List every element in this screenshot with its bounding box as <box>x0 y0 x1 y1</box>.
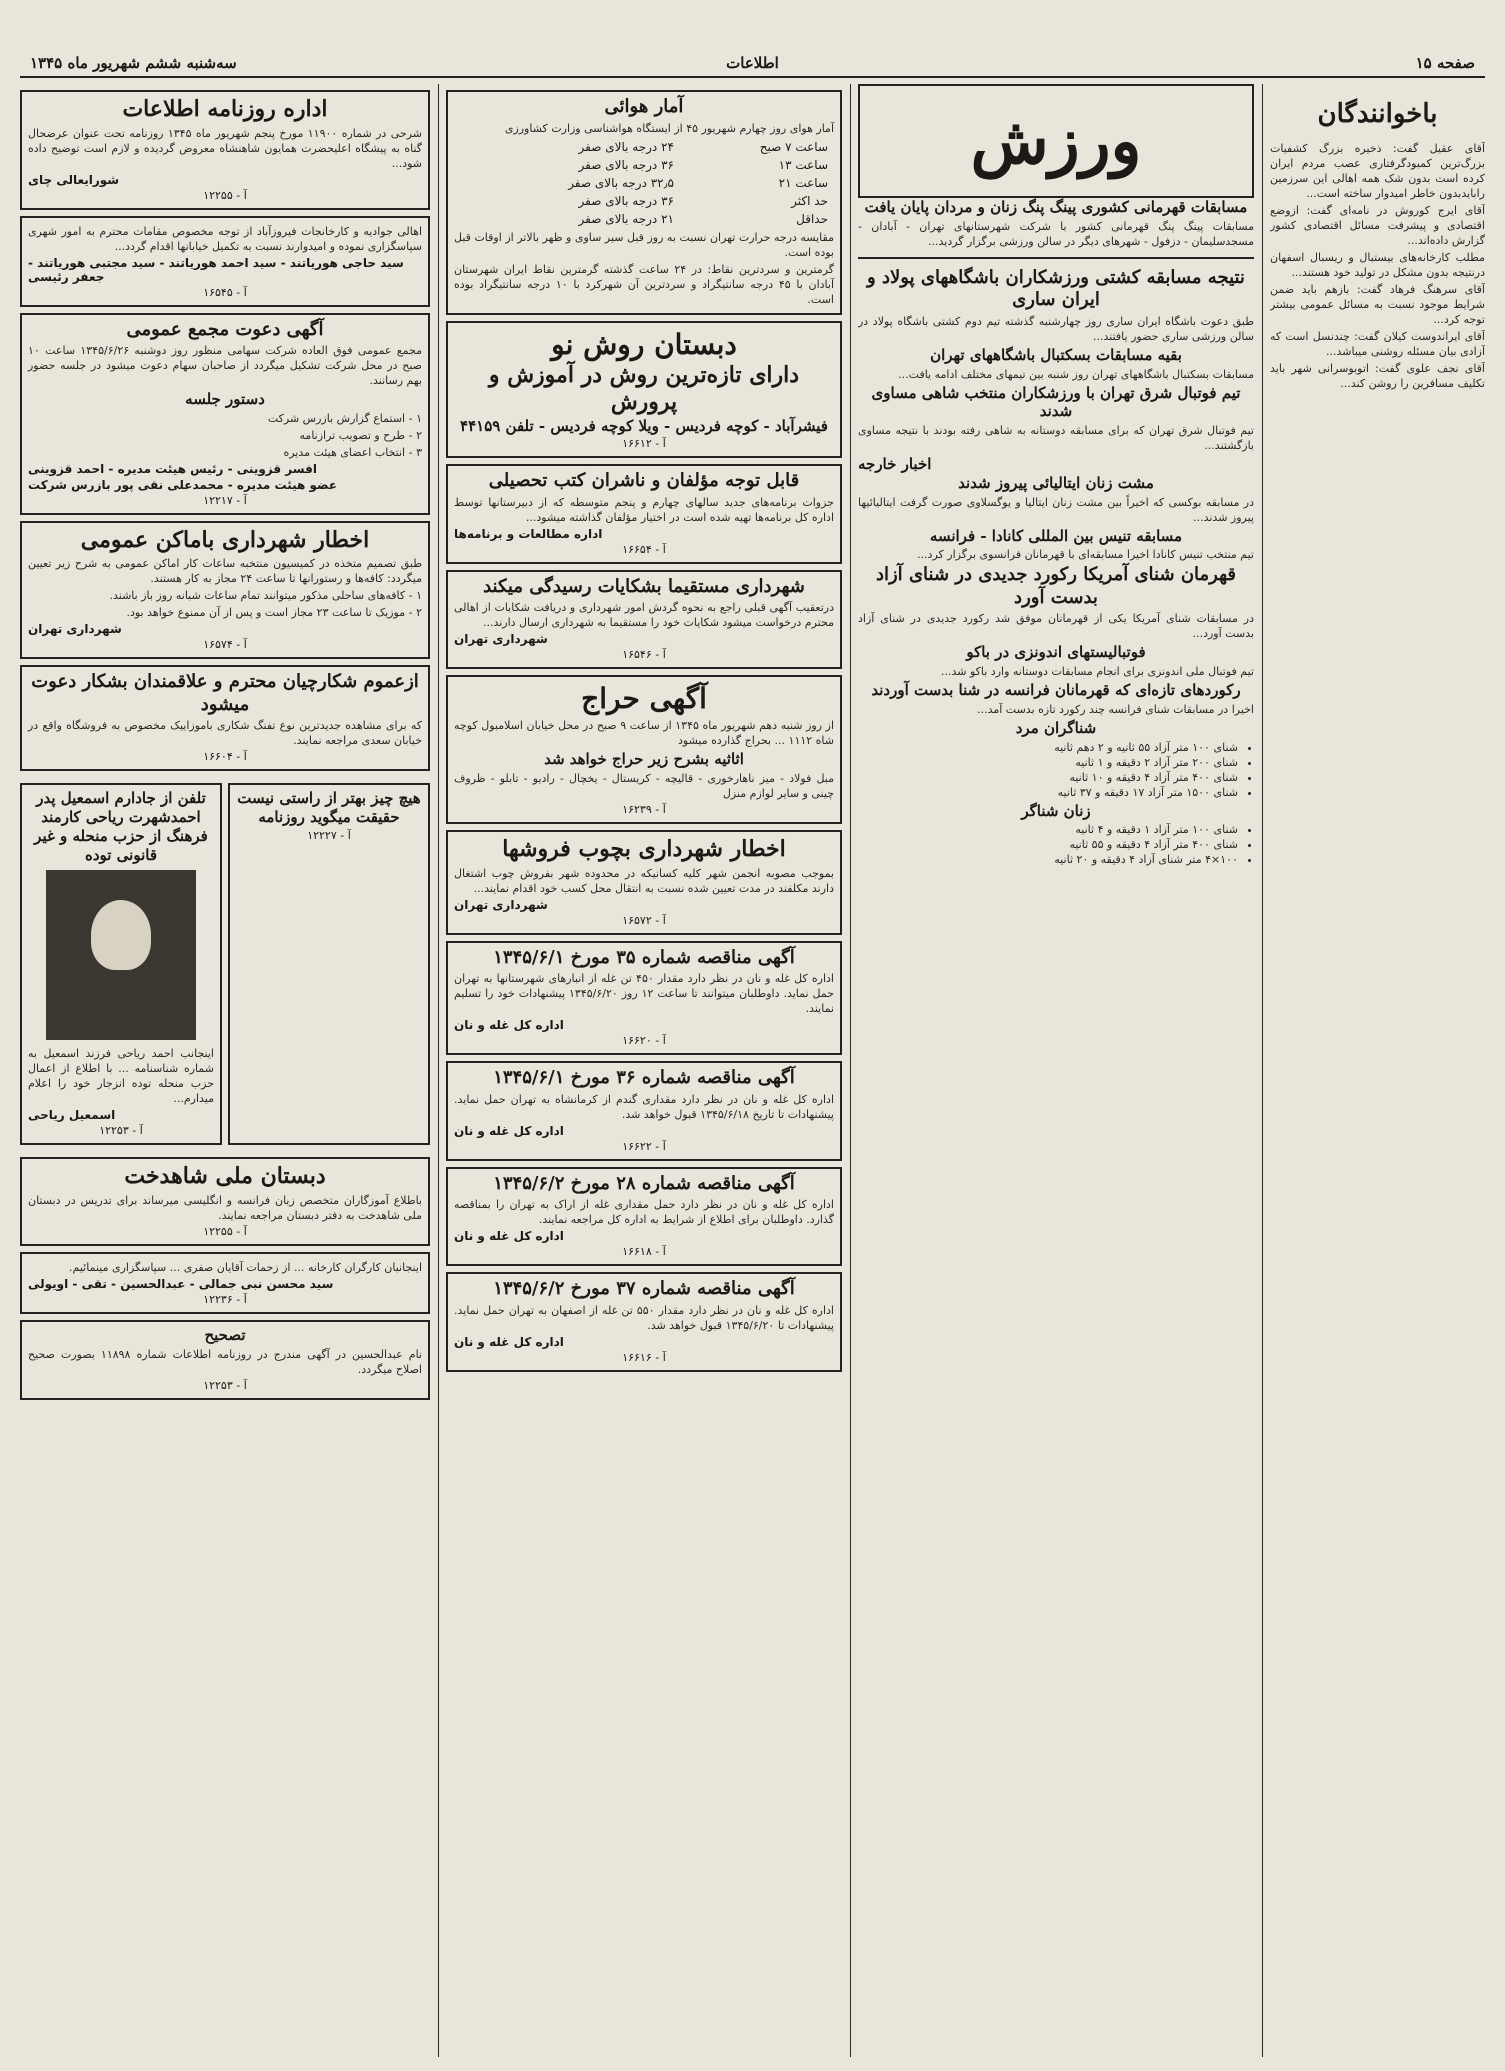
weather-note: گرمترین و سردترین نقاط: در ۲۴ ساعت گذشته گرمترین نقاط ایران شهرستان آبادان با ۴۵ درجه سانتیگراد و سردترین آن شهرکرد با ۱۰ درجه سانتیگراد بوده است. <box>454 262 834 306</box>
tender-ad <box>446 1272 842 1372</box>
list-item: ۳ - انتخاب اعضای هیئت مدیره <box>283 445 422 459</box>
ad-title: ازعموم شکارچیان محترم و علاقمندان بشکار دعوت میشود <box>31 671 419 715</box>
letters-column <box>1270 84 1485 2057</box>
list-item: ۱ - کافه‌های ساحلی مذکور میتوانند تمام ساعات شبانه روز باز باشند. <box>109 589 422 603</box>
list-item: • شنای ۲۰۰ متر آزاد ۲ دقیقه و ۱ ثانیه <box>858 755 1238 770</box>
article-body: مسابقات بسکتبال باشگاههای تهران روز شنبه بین تیمهای مختلف ادامه یافت... <box>898 367 1254 381</box>
ad-title: آگهی دعوت مجمع عمومی <box>126 318 324 340</box>
weather-table <box>454 138 834 228</box>
article-body: مسابقات پینگ پنگ قهرمانی کشور با شرکت شهرستانهای تهران - آبادان - مسجدسلیمان - دزفول - شهرهای دیگر در سالن ورزشی برگزار گردید... <box>858 219 1254 248</box>
records-heading: زنان شناگر <box>1021 801 1091 820</box>
correction-ad <box>20 1320 430 1400</box>
ad-ref: آ - ۱۲۲۵۵ <box>203 1224 247 1238</box>
ad-ref: آ - ۱۶۶۱۲ <box>622 437 666 451</box>
article-headline: نتیجه مسابقه کشتی ورزشکاران باشگاههای پولاد و ایران ساری <box>867 266 1245 311</box>
list-item: • شنای ۱۵۰۰ متر آزاد ۱۷ دقیقه و ۳۷ ثانیه <box>858 785 1238 800</box>
weather-title: آمار هوائی <box>604 96 684 117</box>
ad-body: اینجانب احمد ریاحی فرزند اسمعیل به شماره شناسنامه ... با اطلاع از اعمال حزب منحله توده انزجار خود را اعلام میدارم... <box>28 1047 214 1106</box>
ad-title: شهرداری مستقیما بشکایات رسیدگی میکند <box>483 575 805 597</box>
auction-ad <box>446 675 842 824</box>
records-heading: شناگران مرد <box>1015 718 1097 737</box>
list-item: • شنای ۱۰۰ متر آزاد ۵۵ ثانیه و ۲ دهم ثانیه <box>858 740 1238 755</box>
ads-column <box>20 84 430 2057</box>
ad-body: مبل فولاد - میز ناهارخوری - قالیچه - کریستال - یخچال - رادیو - تابلو - ظروف چینی و سایر لوازم منزل <box>454 772 834 800</box>
article-body: طبق دعوت باشگاه ایران ساری روز چهارشنبه گذشته تیم دوم کشتی باشگاه پولاد در سالن ورزشی ساری حضور یافتند... <box>858 314 1254 343</box>
ad-ref: آ - ۱۲۲۵۵ <box>203 188 247 202</box>
list-item: ۲ - طرح و تصویب ترازنامه <box>299 428 422 442</box>
ad-body: اینجانبان کارگران کارخانه ... از زحمات آقایان صفری ... سپاسگزاری مینمائیم. <box>69 1260 422 1274</box>
article-headline: فوتبالیستهای اندونزی در باکو <box>966 643 1146 662</box>
table-row: ساعت ۱۳ ۳۶ درجه بالای صفر <box>578 157 828 172</box>
ad-subtitle: اثاثیه بشرح زیر حراج خواهد شد <box>544 750 744 769</box>
issue-date: سه‌شنبه ششم شهریور ماه ۱۳۴۵ <box>30 54 237 72</box>
ad-ref: آ - ۱۲۲۲۷ <box>307 828 351 842</box>
article-body: تیم فوتبال ملی اندونزی برای انجام مسابقات دوستانه وارد باکو شد... <box>941 665 1254 678</box>
ad-body: اداره کل غله و نان در نظر دارد مقدار ۵۵۰ تن غله از اصفهان به تهران حمل نماید. پیشنهادات تا ۱۳۴۵/۶/۲۰ قبول خواهد شد. <box>454 1303 834 1332</box>
city-notice <box>446 570 842 670</box>
letters-title: باخوانندگان <box>1317 99 1438 129</box>
ad-ref: آ - ۱۶۶۱۶ <box>622 1350 666 1364</box>
ad-title: تلفن از جادارم اسمعیل پدر احمدشهرت ریاحی کارمند فرهنگ از حزب منحله و غیر قانونی توده <box>34 789 208 864</box>
public-places-notice <box>20 521 430 660</box>
ad-signature: اداره کل غله و نان <box>454 1229 564 1243</box>
letter-paragraph: آقای ایرج کوروش در نامه‌ای گفت: ازوضع اقتصادی و پیشرفت مسائل اقتصادی کشور گزارش داده‌اند... <box>1270 203 1485 247</box>
ad-title: اداره روزنامه اطلاعات <box>122 96 328 122</box>
ad-body: بموجب مصوبه انجمن شهر کلیه کسانیکه در محدوده شهر بفروش چوب اشتغال دارند مکلفند در مدت تعیین شده نسبت به انتقال محل کسب خود اقدام نمایند... <box>454 866 834 895</box>
ad-ref: آ - ۱۶۵۴۵ <box>203 285 247 299</box>
page-number: صفحه ۱۵ <box>1415 54 1475 72</box>
school-ad <box>446 321 842 459</box>
ad-body: از روز شنبه دهم شهریور ماه ۱۳۴۵ از ساعت ۹ صبح در محل خیابان اسلامبول کوچه شاه ۱۱۱۲ ... بحراج گذارده میشود <box>454 719 834 748</box>
article-headline: مسابقه تنیس بین المللی کانادا - فرانسه <box>929 526 1183 545</box>
books-ad <box>446 464 842 564</box>
ad-ref: آ - ۱۶۶۲۰ <box>622 1034 666 1047</box>
ad-signature: سید محسن نبی جمالی - عبدالحسین - تقی - اویولی <box>28 1276 334 1291</box>
table-row: ساعت ۲۱ ۳۲٫۵ درجه بالای صفر <box>568 175 828 190</box>
ad-signature: شهرداری تهران <box>28 622 122 637</box>
tender-ad <box>446 1061 842 1161</box>
tender-ad <box>446 941 842 1056</box>
school-ad <box>20 1157 430 1246</box>
ad-ref: آ - ۱۲۲۵۳ <box>99 1124 143 1138</box>
letter-paragraph: آقای سرهنگ فرهاد گفت: بازهم باید ضمن شرایط موجود نسبت به مسائل عمومی بیشتر توجه کرد... <box>1270 282 1485 326</box>
letter-paragraph: آقای نجف علوی گفت: اتوبوسرانی شهر باید تکلیف مسافرین را روشن کند... <box>1270 361 1485 390</box>
ad-signature: اداره کل غله و نان <box>454 1334 564 1349</box>
ad-body: اداره کل غله و نان در نظر دارد مقدار ۴۵۰ تن غله از انبارهای شهرستانها به تهران حمل نماید. داوطلبان میتوانند تا ساعت ۱۲ روز ۱۳۴۵/۶/۲۰ پیشنهادات خود را تسلیم نمایند. <box>454 972 834 1015</box>
column-rule <box>1262 84 1263 2057</box>
article-headline: مشت زنان ایتالیائی پیروز شدند <box>958 473 1154 492</box>
article-headline: بقیه مسابقات بسکتبال باشگاههای تهران <box>930 345 1182 364</box>
ad-title: هیچ چیز بهتر از راستی نیست حقیقت میگوید روزنامه <box>237 789 421 826</box>
list-item: ۱ - استماع گزارش بازرس شرکت <box>267 411 422 425</box>
records-list <box>858 740 1254 800</box>
records-list <box>858 822 1254 867</box>
declaration-ad <box>20 783 222 1145</box>
article-body: تیم منتخب تنیس کانادا اخیرا مسابقه‌ای با قهرمانان فرانسوی برگزار کرد... <box>917 548 1254 562</box>
article-headline: مسابقات قهرمانی کشوری پینگ پنگ زنان و مردان پایان یافت <box>864 198 1248 216</box>
ad-signature: سید حاجی هوریاتند - سید احمد هوریاتند - سید مجتبی هوریاتند - جعفر رئیسی <box>28 255 404 284</box>
ad-body: اداره کل غله و نان در نظر دارد حمل مقداری غله از اراک به تهران را بمناقصه گذارد. داوطلبان برای اطلاع از شرایط به اداره کل مراجعه نمایند. <box>454 1198 834 1226</box>
weather-note: مقایسه درجه حرارت تهران نسبت به روز قبل سیر ساوی و ظهر بالاتر از اوقات قبل بوده است. <box>454 230 834 259</box>
sports-logo: ورزش <box>858 84 1254 198</box>
letter-paragraph: آقای عقیل گفت: ذخیره بزرگ کشفیات بزرگ‌ترین کمبودگرفتاری عصب مردم ایران کرده است بدون شک همه اهالی این سرزمین رابایدبدون خاطر امیدوار ساخته است... <box>1270 141 1485 200</box>
article-body: اخیرا در مسابقات شنای فرانسه چند رکورد تازه بدست آمد... <box>977 702 1254 716</box>
letter-paragraph: آقای ایراندوست کیلان گفت: چندنسل است که آزادی بیان مسئله روشنی میباشد... <box>1270 329 1485 358</box>
ad-title: دبستان ملی شاهدخت <box>124 1163 326 1190</box>
admin-notice <box>20 90 430 210</box>
letter-paragraph: مطلب کارخانه‌های بیستبال و ریسبال اسفهان درنتیجه بدون مشکل در تولید خود هستند... <box>1270 250 1485 279</box>
table-row: حداقل ۲۱ درجه بالای صفر <box>578 211 828 226</box>
ad-ref: آ - ۱۶۶۲۲ <box>622 1139 666 1153</box>
ad-title: آگهی حراج <box>581 682 707 716</box>
list-item: • شنای ۴۰۰ متر آزاد ۴ دقیقه و ۵۵ ثانیه <box>858 837 1238 852</box>
ad-signature: اداره مطالعات و برنامه‌ها <box>454 526 603 541</box>
residents-notice <box>20 216 430 307</box>
list-item: • شنای ۴۰۰ متر آزاد ۴ دقیقه و ۱۰ ثانیه <box>858 770 1238 785</box>
ad-signature: افسر قزوینی - رئیس هیئت مدیره - احمد قزوینی <box>28 461 317 476</box>
ad-ref: آ - ۱۶۶۰۴ <box>203 750 247 764</box>
ad-ref: آ - ۱۲۲۵۳ <box>203 1378 247 1392</box>
ad-title: اخطار شهرداری بچوب فروشها <box>502 836 786 862</box>
column-rule <box>438 84 439 2057</box>
ad-ref: آ - ۱۶۵۴۶ <box>622 648 666 662</box>
ad-ref: آ - ۱۶۶۵۴ <box>622 542 666 556</box>
column-rule <box>850 84 851 2057</box>
ad-title: دبستان روش نو <box>551 327 737 361</box>
ad-body: درتعقیب آگهی قبلی راجع به نحوه گردش امور شهرداری و دریافت شکایات از اهالی محترم درخواست میشود شکایات خود را مستقیما به شهرداری ارسال دارند... <box>454 601 834 630</box>
ad-title: تصحیح <box>204 1325 246 1344</box>
truth-ad <box>228 783 430 1145</box>
ad-title: آگهی مناقصه شماره ۳۵ مورخ ۱۳۴۵/۶/۱ <box>493 946 795 968</box>
ad-body: اهالی جوادیه و کارخانجات فیروزآباد از توجه مخصوص مقامات محترم به امور شهری سپاسگزاری نموده و امیدوارند نسبت به تکمیل خیابانها اقدام گردد... <box>28 224 422 253</box>
ad-body: شرحی در شماره ۱۱۹۰۰ مورخ پنجم شهریور ماه ۱۳۴۵ روزنامه تحت عنوان عرضحال گناه به پیشگاه اعلیحضرت همایون شاهنشاه معروض گردیده و لازم است توضیح داده شود... <box>28 126 422 170</box>
masthead <box>20 54 1485 78</box>
ad-body: نام عبدالحسین در آگهی مندرج در روزنامه اطلاعات شماره ۱۱۸۹۸ بصورت صحیح اصلاح میگردد. <box>28 1347 422 1376</box>
ad-subtitle: دارای تازه‌ترین روش در آموزش و پرورش <box>488 361 800 415</box>
section-label: اخبار خارجه <box>858 455 932 473</box>
ad-signature: عضو هیئت مدیره - محمدعلی نقی پور بازرس شرکت <box>28 477 338 492</box>
ad-signature: اسمعیل ریاحی <box>28 1108 116 1123</box>
ad-body: مجمع عمومی فوق العاده شرکت سهامی منظور روز دوشنبه ۱۳۴۵/۶/۲۶ ساعت ۱۰ صبح در محل شرکت تشکیل میگردد از صاحبان سهام دعوت میشود در جلسه حضور بهم رسانند. <box>28 344 422 387</box>
ad-ref: آ - ۱۶۵۷۲ <box>622 913 666 927</box>
article-body: در مسابقه بوکسی که اخیراً بین مشت زنان ایتالیا و یوگسلاوی صورت گرفت ایتالیائیها پیروز شدند... <box>858 495 1254 524</box>
ad-signature: شورایعالی چای <box>28 172 120 187</box>
portrait-photo <box>46 870 196 1040</box>
weather-box <box>446 90 842 315</box>
ad-title: آگهی مناقصه شماره ۳۶ مورخ ۱۳۴۵/۶/۱ <box>493 1067 795 1088</box>
ad-body: طبق تصمیم متخذه در کمیسیون منتخبه ساعات کار اماکن عمومی به شرح زیر تعیین میگردد: کافه‌ها و رستورانها تا ساعت ۲۴ مجاز به کار هستند. <box>28 557 422 586</box>
sports-column <box>858 84 1254 2057</box>
ad-signature: شهرداری تهران <box>454 897 548 912</box>
wood-notice <box>446 830 842 935</box>
article-headline: رکوردهای تازه‌ای که قهرمانان فرانسه در شنا بدست آوردند <box>871 681 1241 699</box>
ad-ref: آ - ۱۶۲۳۹ <box>622 803 666 816</box>
list-item: • شنای ۱۰۰ متر آزاد ۱ دقیقه و ۴ ثانیه <box>858 822 1238 837</box>
article-body: در مسابقات شنای آمریکا یکی از قهرمانان موفق شد رکورد جدیدی در شنای آزاد بدست آورد... <box>858 612 1254 641</box>
article-headline: قهرمان شنای آمریکا رکورد جدیدی در شنای آزاد بدست آورد <box>875 564 1237 608</box>
ad-title: اخطار شهرداری باماکن عمومی <box>80 526 370 553</box>
article-body: تیم فوتبال شرق تهران که برای مسابقه دوستانه به شاهی رفته بودند با نتیجه مساوی بازگشتند... <box>858 424 1254 452</box>
table-row: ساعت ۷ صبح ۲۴ درجه بالای صفر <box>578 139 828 154</box>
table-row: حد اکثر ۳۶ درجه بالای صفر <box>578 193 828 208</box>
ad-signature: شهرداری تهران <box>454 632 548 647</box>
thanks-ad <box>20 1252 430 1314</box>
ad-signature: اداره کل غله و نان <box>454 1123 564 1138</box>
list-item: ۲ - موزیک تا ساعت ۲۳ مجاز است و پس از آن ممنوع خواهد بود. <box>126 606 422 620</box>
ad-signature: اداره کل غله و نان <box>454 1018 564 1032</box>
ad-title: آگهی مناقصه شماره ۳۷ مورخ ۱۳۴۵/۶/۲ <box>493 1278 795 1299</box>
ad-body: اداره کل غله و نان در نظر دارد مقداری گندم از کرمانشاه به تهران حمل نماید. پیشنهادات تا تاریخ ۱۳۴۵/۶/۱۸ قبول خواهد شد. <box>454 1092 834 1121</box>
list-item: • ۱۰۰×۴ متر شنای آزاد ۴ دقیقه و ۲۰ ثانیه <box>858 852 1238 867</box>
hunting-ad <box>20 665 430 771</box>
article-headline: تیم فوتبال شرق تهران با ورزشکاران منتخب شاهی مساوی شدند <box>871 383 1241 421</box>
ad-ref: آ - ۱۶۵۷۴ <box>203 638 247 652</box>
ad-ref: آ - ۱۲۲۳۶ <box>203 1292 247 1306</box>
ad-body: جزوات برنامه‌های جدید سالهای چهارم و پنجم متوسطه که از دبیرستانها توسط اداره کل برنامه‌ها تهیه شده است در اختیار مؤلفان گذاشته میشود... <box>454 495 834 524</box>
ad-body: که برای مشاهده جدیدترین نوع تفنگ شکاری باموزاییک مخصوص به فروشگاه واقع در خیابان سعدی مراجعه نمایند. <box>28 719 422 748</box>
ad-ref: آ - ۱۶۶۱۸ <box>622 1245 666 1258</box>
ad-body: باطلاع آموزگاران متخصص زبان فرانسه و انگلیسی میرساند برای تدریس در دبستان ملی شاهدخت به دفتر دبستان مراجعه نمایند. <box>28 1193 422 1222</box>
agenda-title: دستور جلسه <box>185 390 265 408</box>
ad-ref: آ - ۱۲۲۱۷ <box>203 493 247 507</box>
middle-column <box>446 84 842 2057</box>
weather-intro: آمار هوای روز چهارم شهریور ۴۵ از ایستگاه هواشناسی وزارت کشاورزی <box>504 121 834 135</box>
ad-title: قابل توجه مؤلفان و ناشران کتب تحصیلی <box>488 470 800 492</box>
paper-name: اطلاعات <box>726 54 779 72</box>
small-ads-row <box>20 777 430 1151</box>
meeting-notice <box>20 313 430 515</box>
ad-title: آگهی مناقصه شماره ۲۸ مورخ ۱۳۴۵/۶/۲ <box>493 1172 795 1194</box>
ad-address: فیشرآباد - کوچه فردیس - ویلا کوچه فردیس - تلفن ۴۴۱۵۹ <box>460 416 828 435</box>
tender-ad <box>446 1167 842 1267</box>
